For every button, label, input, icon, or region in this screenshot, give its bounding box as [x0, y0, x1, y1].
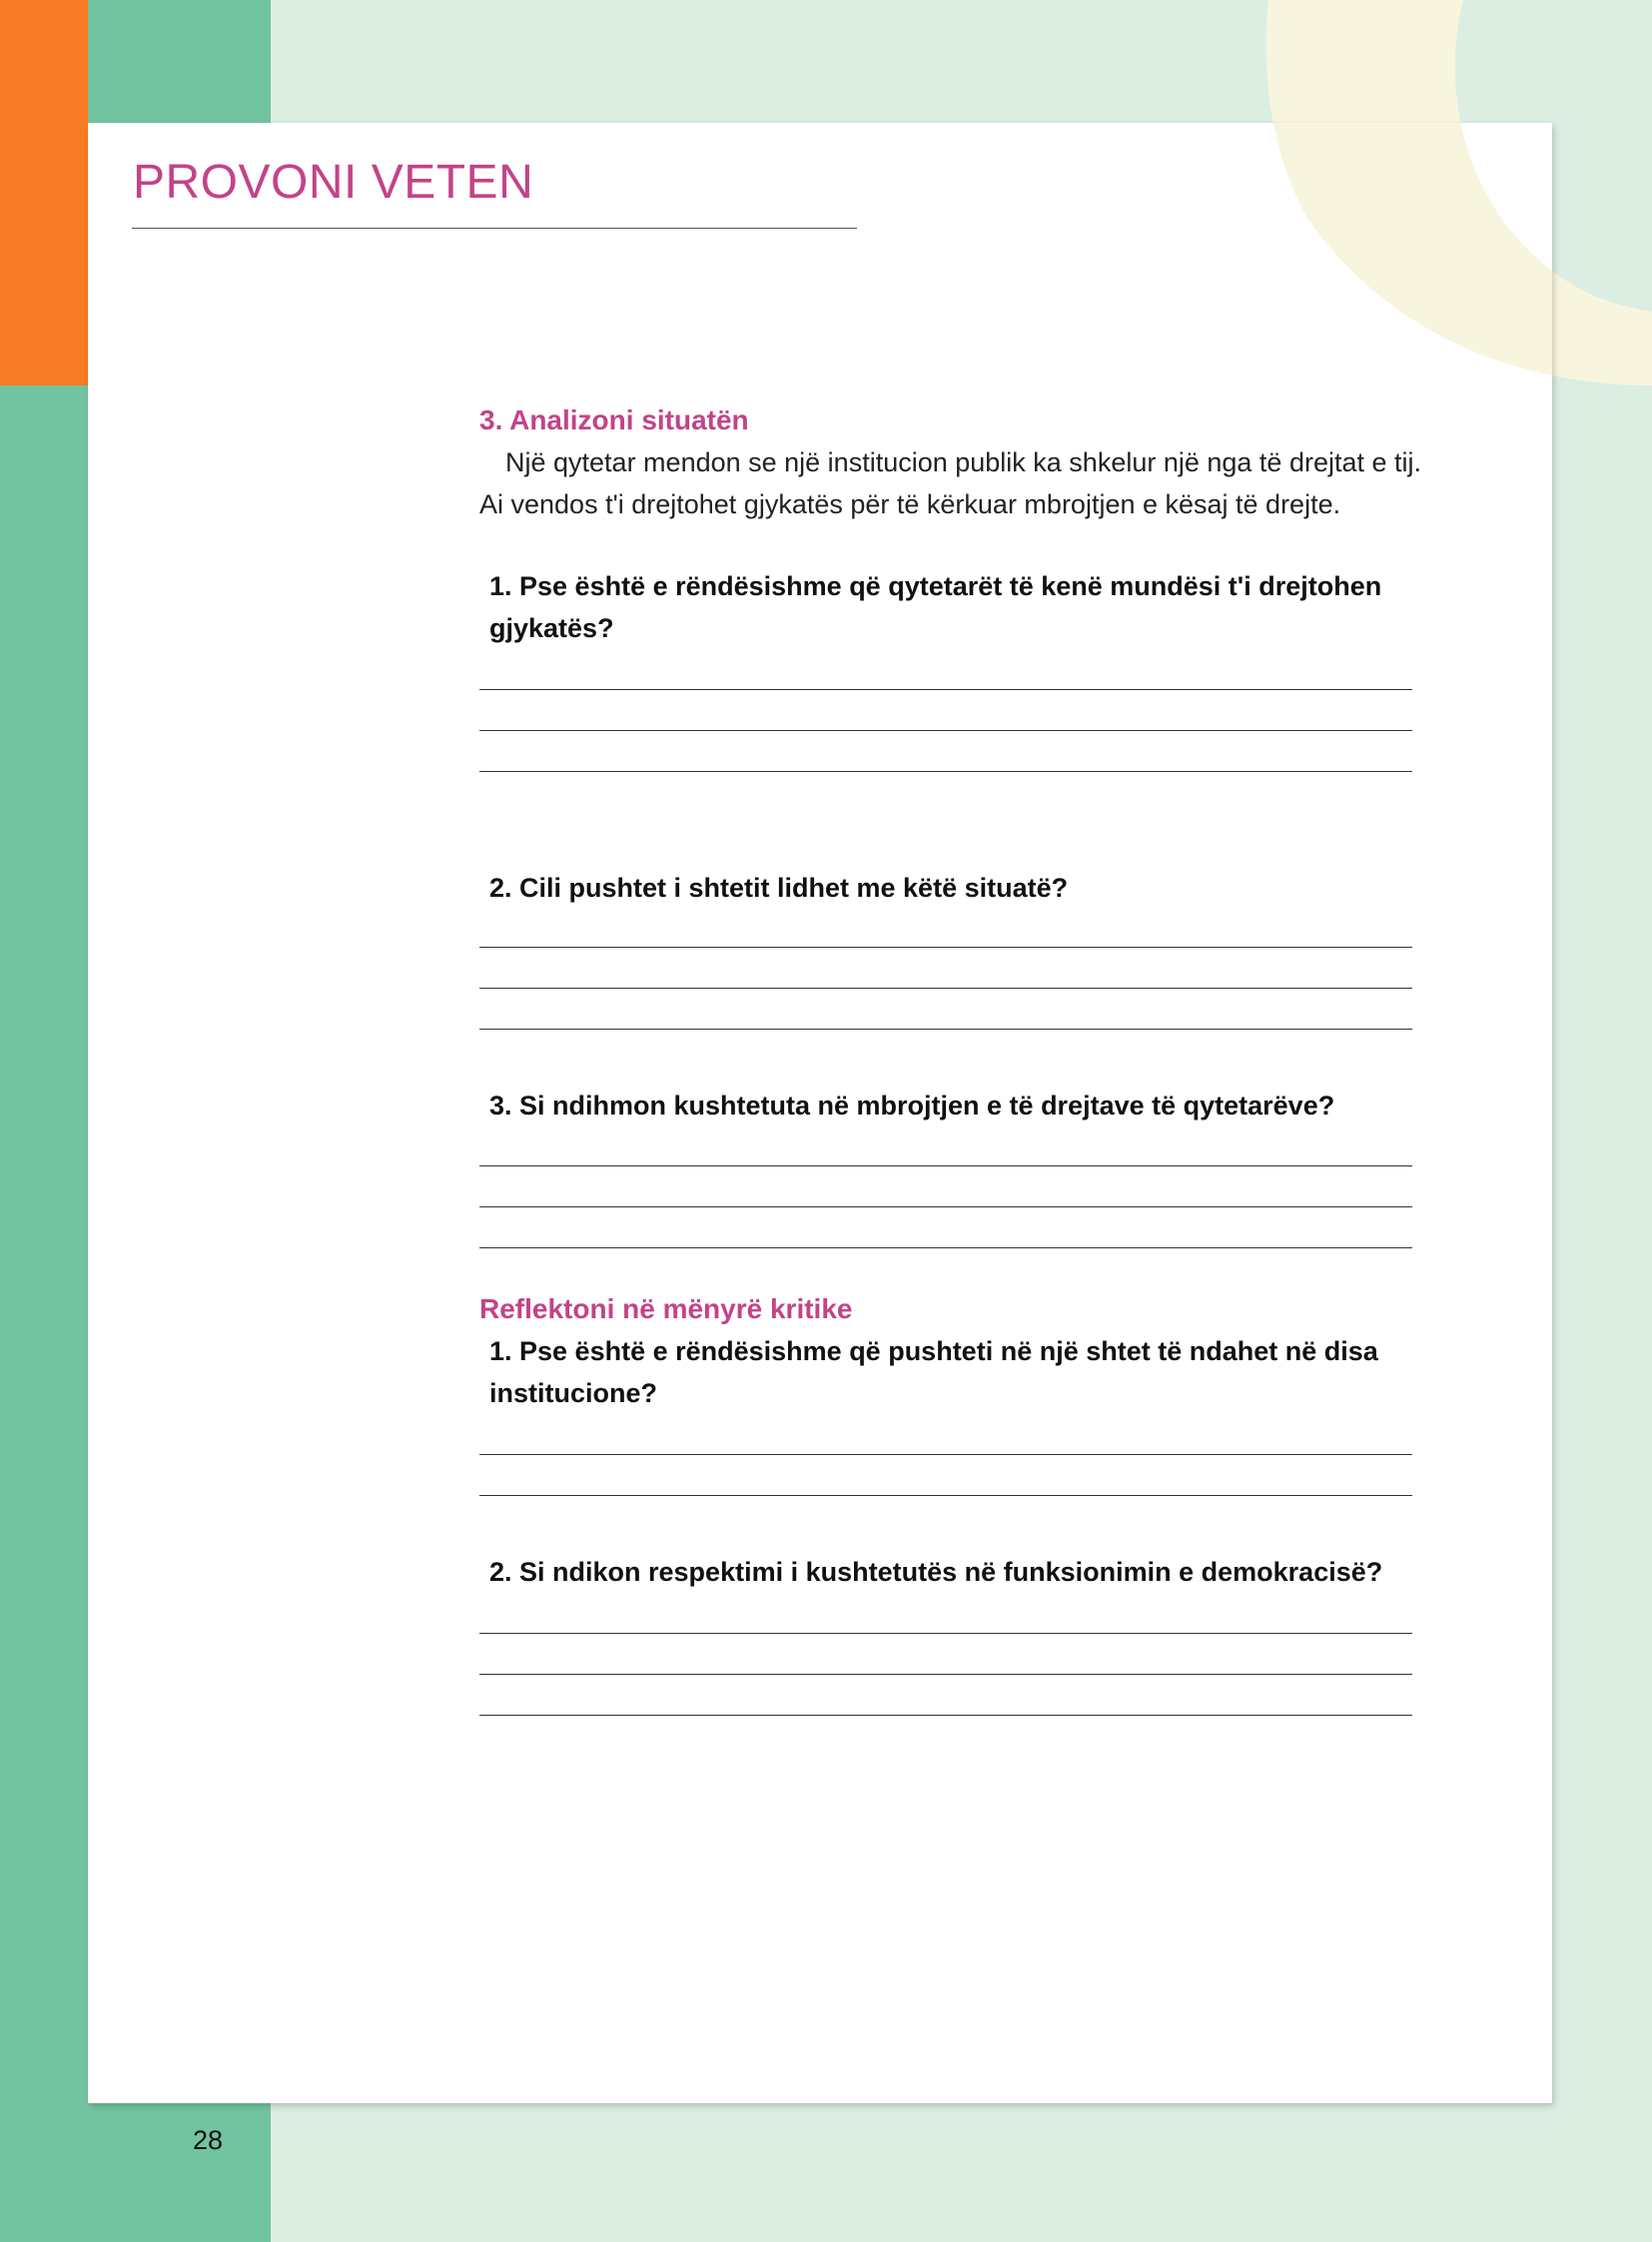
- worksheet-page: [88, 123, 1552, 2103]
- page-number: 28: [193, 2125, 224, 2155]
- answer-line[interactable]: [479, 1715, 1412, 1716]
- question-3: 3. Si ndihmon kushtetuta në mbrojtjen e të drejtave të qytetarëve?: [489, 1091, 1335, 1121]
- reflect-question-2: 2. Si ndikon respektimi i kushtetutës në funksionimin e demokracisë?: [489, 1557, 1383, 1587]
- question-2: 2. Cili pushtet i shtetit lidhet me këtë situatë?: [489, 873, 1069, 903]
- reflect-question-1-line1: 1. Pse është e rëndësishme që pushteti në një shtet të ndahet në disa: [489, 1336, 1378, 1366]
- question-1-line1: 1. Pse është e rëndësishme që qytetarët të kenë mundësi t'i drejtohen: [489, 571, 1382, 601]
- situation-text-1: Një qytetar mendon se një institucion publik ka shkelur një nga të drejtat e tij.: [505, 447, 1422, 477]
- question-1-line2: gjykatës?: [489, 613, 614, 643]
- reflect-heading: Reflektoni në mënyrë kritike: [479, 1293, 853, 1324]
- title-underline: [132, 228, 857, 229]
- page-title: PROVONI VETEN: [133, 156, 534, 209]
- situation-text-line2: Ai vendos t'i drejtohet gjykatës për të kërkuar mbrojtjen e kësaj të drejte.: [479, 489, 1341, 519]
- situation-text-line1: [479, 441, 1488, 483]
- situation-heading: 3. Analizoni situatën: [479, 404, 749, 435]
- worksheet-content: [479, 399, 1488, 1716]
- reflect-question-1-line2: institucione?: [489, 1378, 657, 1408]
